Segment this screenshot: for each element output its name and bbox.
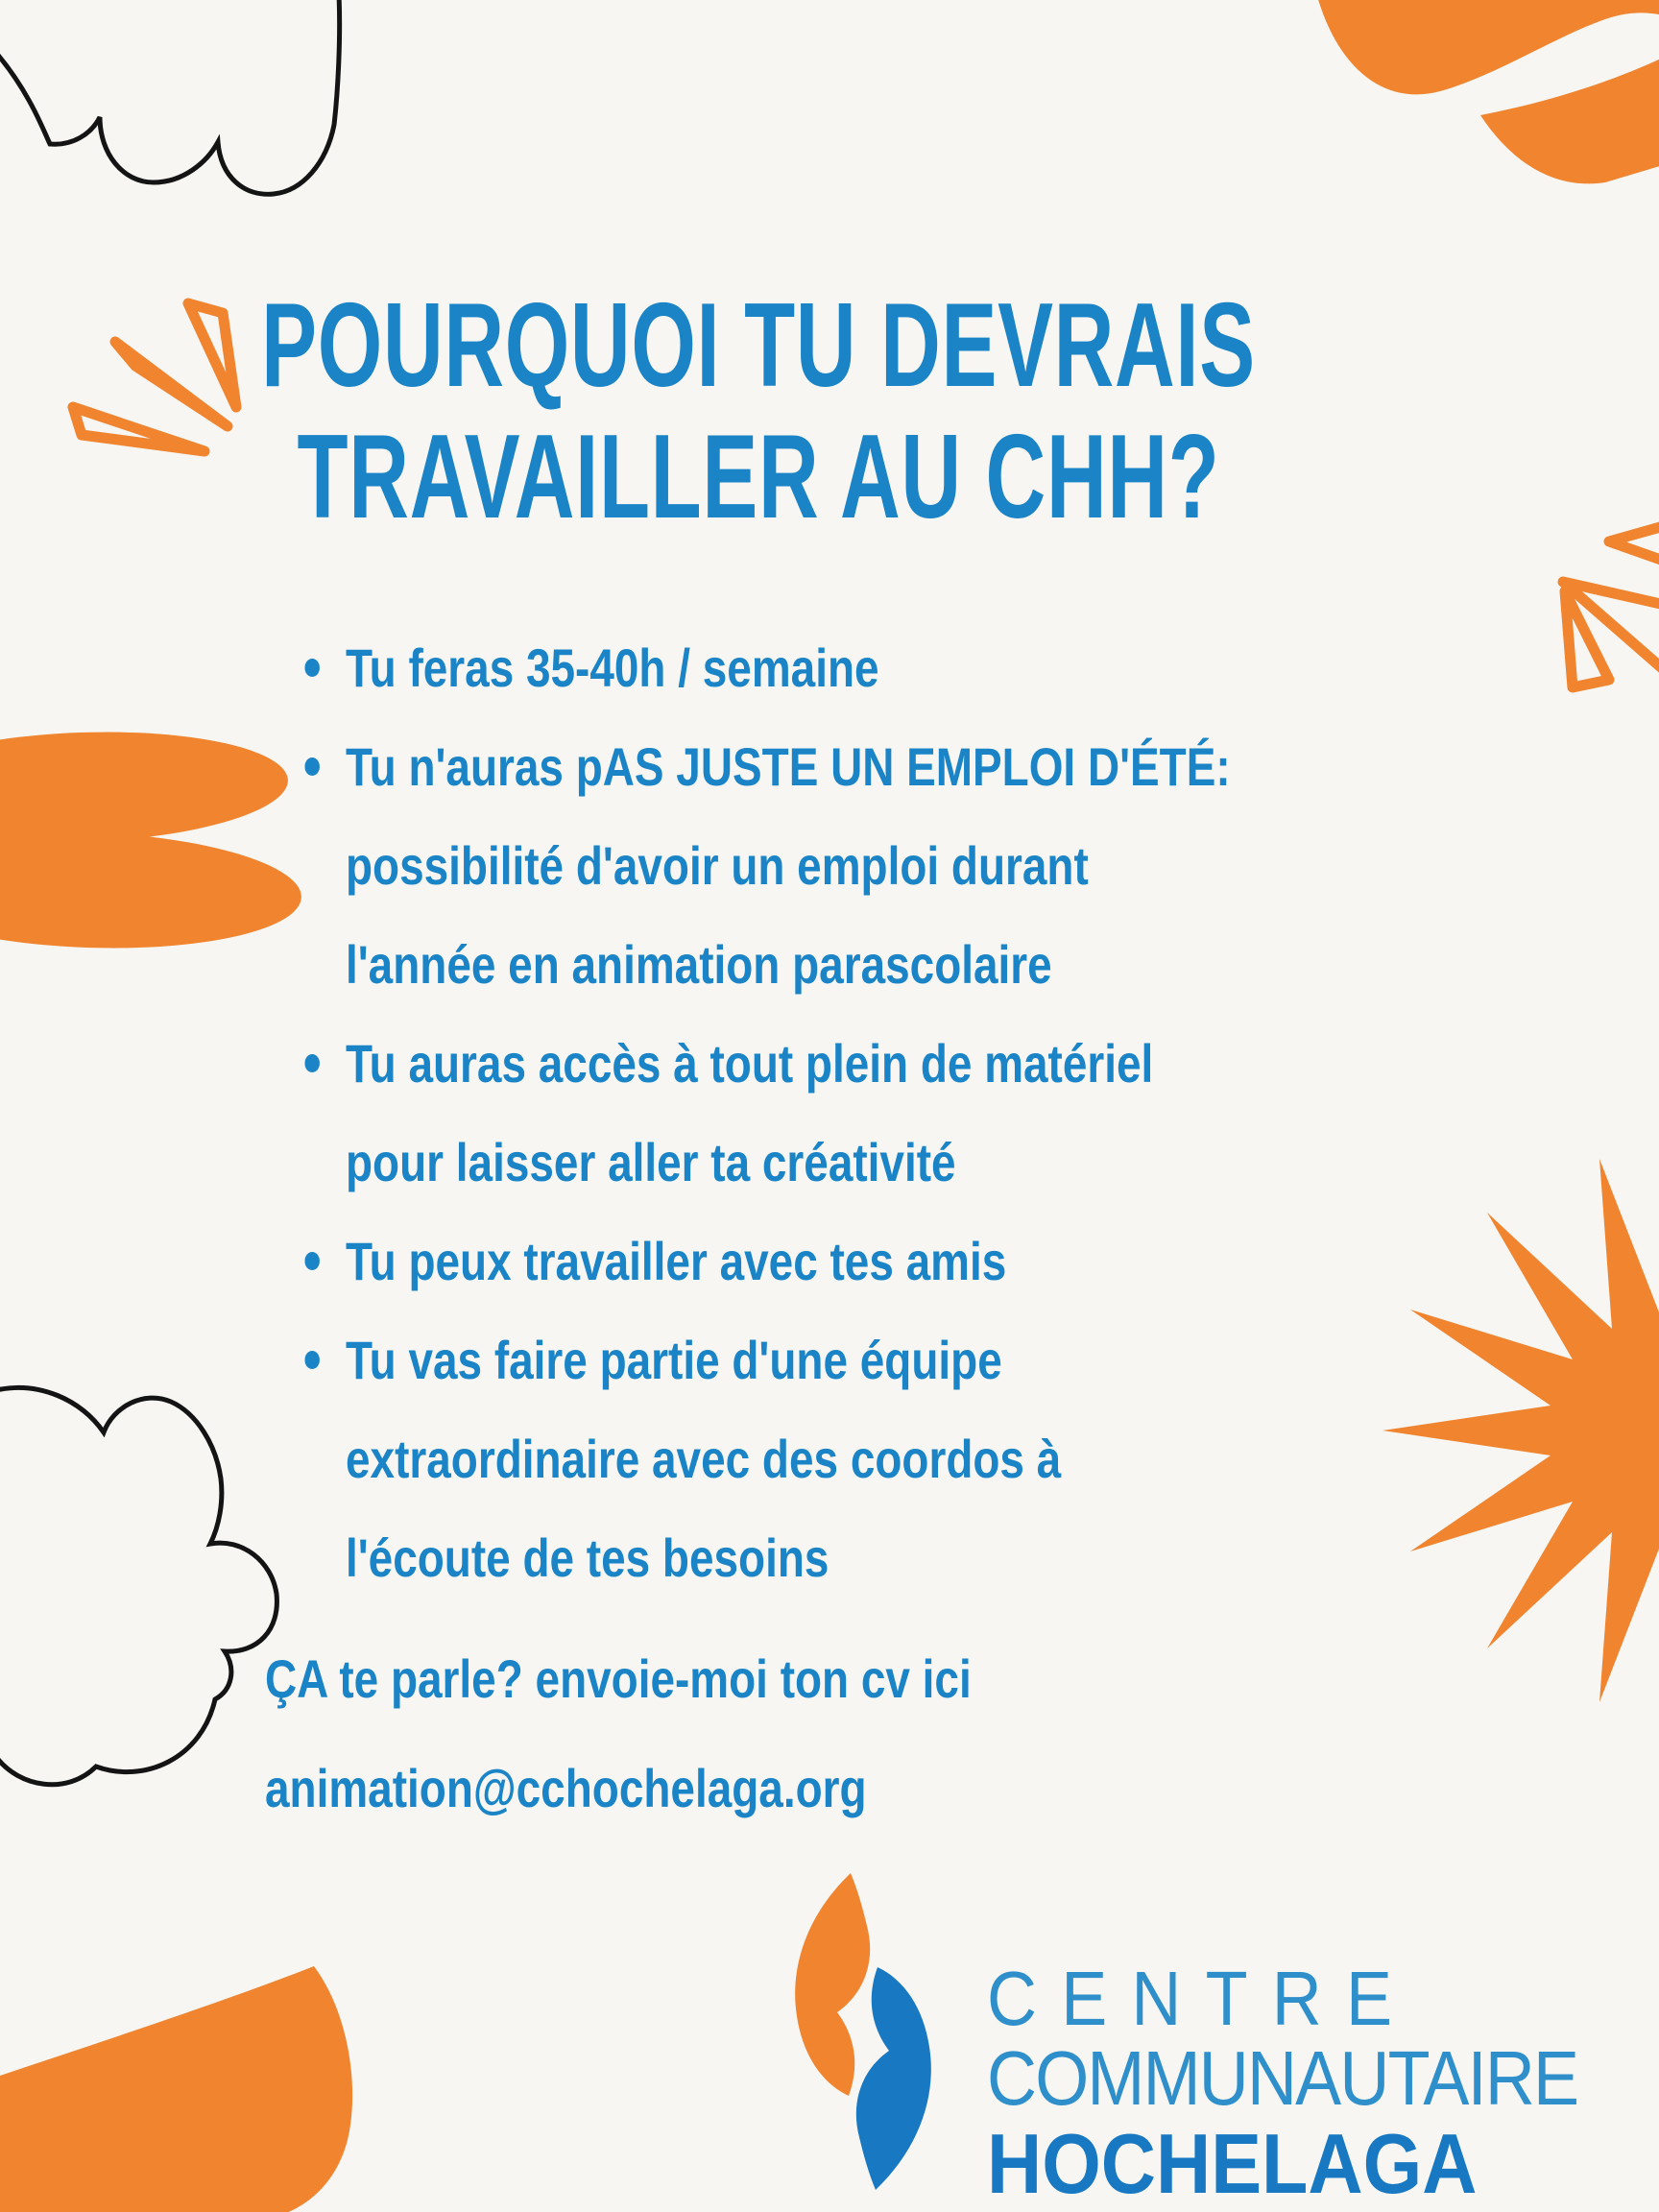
title-line-1: POURQUOI TU DEVRAIS: [261, 279, 1256, 412]
logo-flame-blue-icon: [856, 1967, 931, 2190]
bullet-dot-icon: [304, 1351, 320, 1369]
bullet-dot-icon: [304, 757, 320, 776]
orange-brush-top-right-arm-icon: [1480, 58, 1659, 183]
logo-line-hochelaga: HOCHELAGA: [987, 2116, 1478, 2211]
logo-flame-orange-icon: [795, 1873, 870, 2096]
bullet-dot-icon: [304, 659, 320, 677]
rays-right-icon: [1563, 524, 1659, 687]
orange-blob-left-bottom-icon: [0, 825, 303, 954]
benefit-item-material: Tu auras accès à tout plein de matériel pour laisser aller ta créativité: [346, 1014, 1231, 1212]
benefit-item-hours: Tu feras 35-40h / semaine: [346, 618, 1231, 717]
cta-email: animation@cchochelaga.org: [265, 1758, 867, 1818]
cloud-outline-bottom-left-icon: [0, 1387, 276, 1784]
cloud-outline-top-left-icon: [0, 0, 340, 194]
bullet-dot-icon: [304, 1054, 320, 1072]
logo-line-communautaire: COMMUNAUTAIRE: [987, 2035, 1578, 2121]
orange-blob-left-top-icon: [0, 726, 290, 850]
bullet-dot-icon: [304, 1252, 320, 1270]
orange-leaf-bottom-left-icon: [0, 1966, 352, 2212]
benefit-item-team: Tu vas faire partie d'une équipe extraordinaire avec des coordos à l'écoute de tes besoins: [346, 1310, 1231, 1607]
benefit-item-year-round-job: Tu n'auras pAS JUSTE UN EMPLOI D'ÉTÉ: possibilité d'avoir un emploi durant l'année en animation parascolaire: [346, 717, 1231, 1014]
cta-text: ÇA te parle? envoie-moi ton cv ici: [265, 1648, 972, 1709]
title-line-2: TRAVAILLER AU CHH?: [297, 411, 1220, 543]
benefits-list: [346, 618, 1231, 1607]
benefit-item-friends: Tu peux travailler avec tes amis: [346, 1212, 1231, 1310]
orange-brush-top-right-icon: [1317, 0, 1659, 94]
starburst-icon: [1382, 1159, 1659, 1702]
logo-line-centre: CENTRE: [987, 1956, 1417, 2041]
logo-wordmark: [987, 1956, 1578, 2211]
poster-title: [178, 280, 1339, 543]
